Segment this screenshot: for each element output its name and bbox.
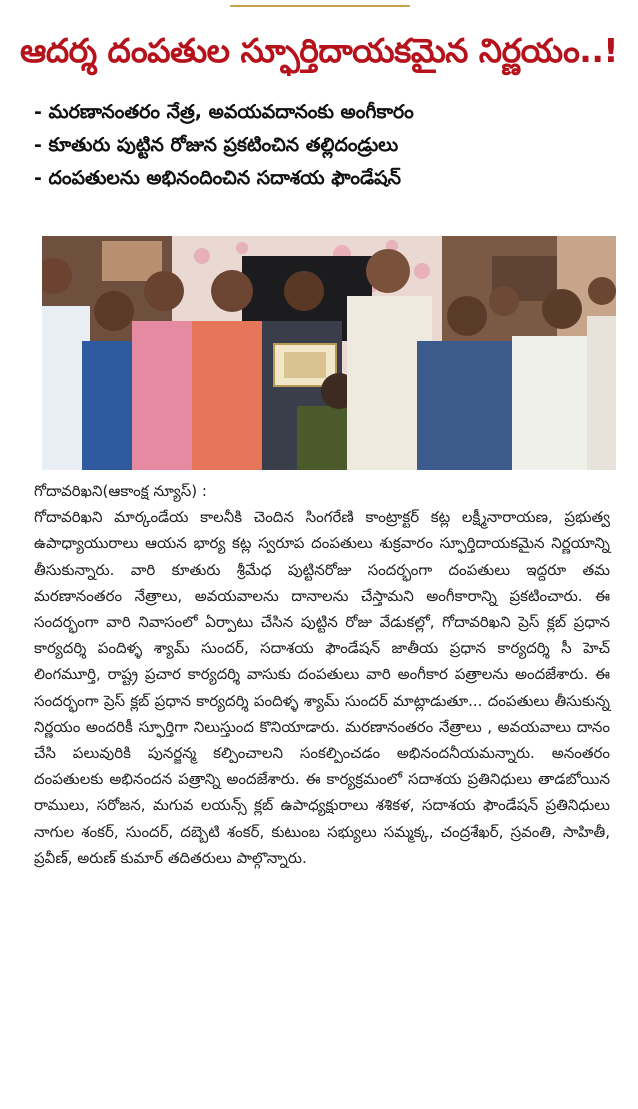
dateline: గోదావరిఖని(ఆకాంక్ష న్యూస్) : xyxy=(34,482,207,500)
group-photo-illustration xyxy=(42,236,616,470)
top-edge-strip xyxy=(0,0,638,8)
subheading-3: - దంపతులను అభినందించిన సదాశయ ఫౌండేషన్ xyxy=(34,167,401,189)
subheading-2: - కూతురు పుట్టిన రోజున ప్రకటించిన తల్లిదండ్రులు xyxy=(34,134,399,156)
subheading-1: - మరణానంతరం నేత్ర, అవయవదానంకు అంగీకారం xyxy=(34,101,414,123)
top-edge-ornament xyxy=(230,0,410,7)
news-photo xyxy=(42,236,616,470)
headline: ఆదర్శ దంపతుల స్ఫూర్తిదాయకమైన నిర్ణయం..! xyxy=(20,31,618,70)
subheading-list xyxy=(34,96,614,195)
article-paragraph: గోదావరిఖని మార్కండేయ కాలనీకి చెందిన సింగరేణి కాంట్రాక్టర్ కట్ల లక్ష్మీనారాయణ, ప్రభుత్వ ఉపాధ్యాయురాలు ఆయన భార్య కట్ల స్వరూప దంపతులు శుక్రవారం స్ఫూర్తిదాయకమైన నిర్ణయాన్ని తీసుకున్నారు. వారి కూతురు శ్రీమేధ పుట్టినరోజు సందర్భంగా దంపతులు ఇద్దరూ తమ మరణానంతరం నేత్రాలు, అవయవాలను దానాలను చేస్తామని అంగీకారాన్ని ప్రకటించారు. ఈ సందర్భంగా వారి నివాసంలో ఏర్పాటు చేసిన పుట్టిన రోజు వేడుకల్లో, గోదావరిఖని ప్రెస్ క్లబ్ ప్రధాన కార్యదర్శి పందిళ్ళ శ్యామ్ సుందర్, సదాశయ ఫౌండేషన్ జాతీయ ప్రధాన కార్యదర్శి సీ హెచ్ లింగమూర్తి, రాష్ట్ర ప్రచార కార్యదర్శి వాసుకు దంపతులు వారి అంగీకార పత్రాలను అందజేశారు. ఈ సందర్భంగా ప్రెస్ క్లబ్ ప్రధాన కార్యదర్శి పందిళ్ళ శ్యామ్ సుందర్ మాట్లాడుతూ... దంపతులు తీసుకున్న నిర్ణయం అందరికీ స్ఫూర్తిగా నిలుస్తుంద కొనియాడారు. మరణానంతరం నేత్రాలు , అవయవాలు దానం చేసి పలువురికి పునర్జన్మ కల్పించాలని సంకల్పించడం అభినందనీయమన్నారు. అనంతరం దంపతులకు అభినందన పత్రాన్ని అందజేశారు. ఈ కార్యక్రమంలో సదాశయ ప్రతినిధులు తాడబోయిన రాములు, సరోజన, మగువ లయన్స్ క్లబ్ ఉపాధ్యక్షురాలు శశికళ, సదాశయ ఫౌండేషన్ ప్రతినిధులు నాగుల శంకర్, సుందర్, దబ్బెటి శంకర్, కుటుంబ సభ్యులు సమ్మక్క, చంద్రశేఖర్, స్రవంతి, సాహితీ, ప్రవీణ్, అరుణ్ కుమార్ తదితరులు పాల్గొన్నారు. xyxy=(34,508,610,867)
article-body xyxy=(34,478,610,871)
